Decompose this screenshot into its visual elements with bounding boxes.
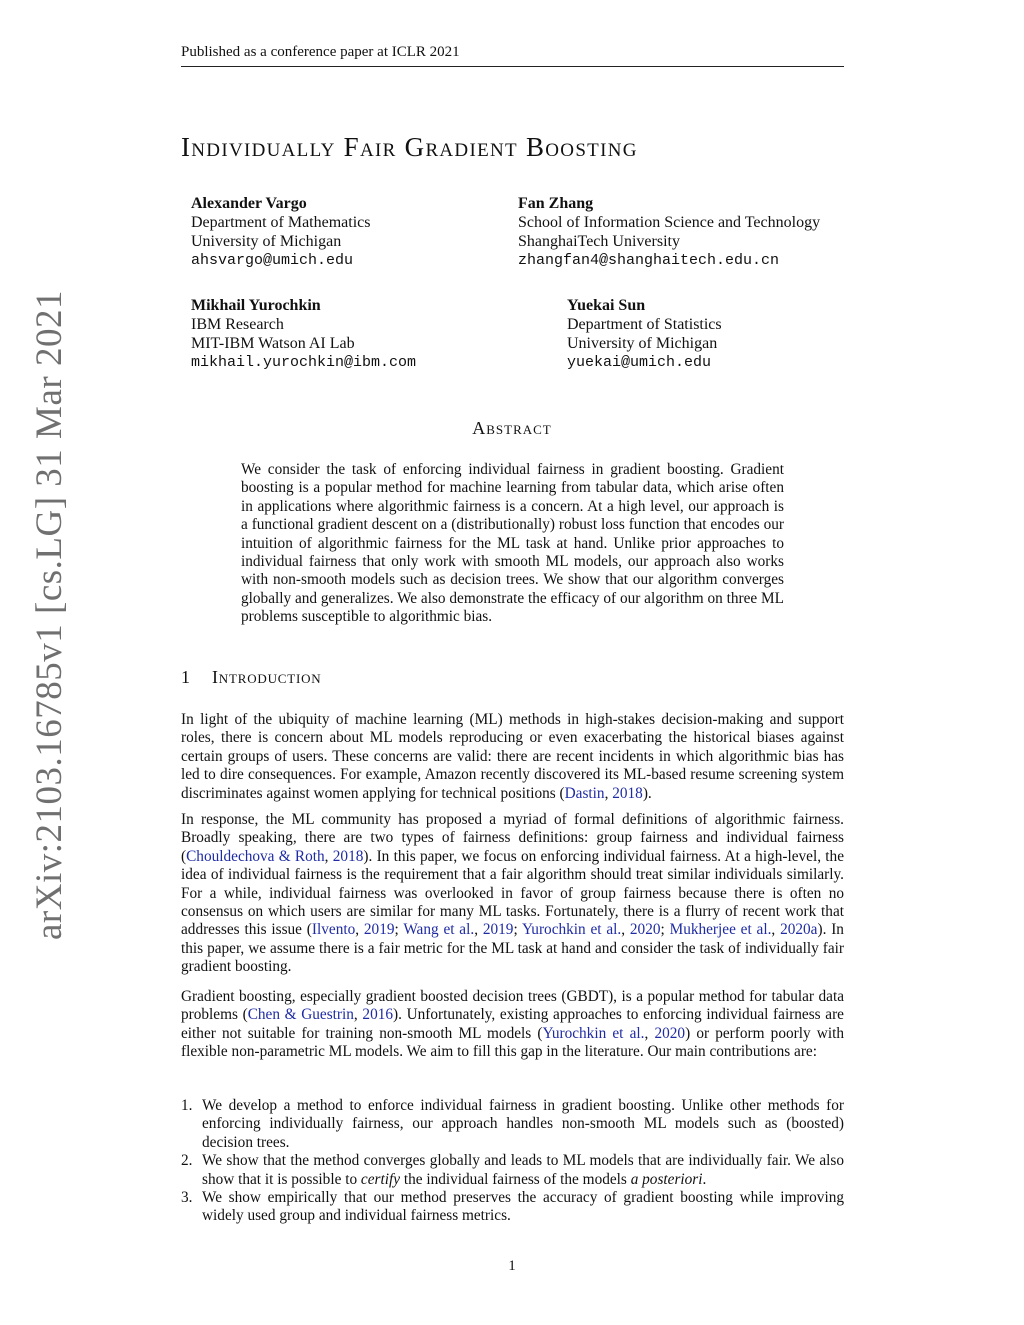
author-affiliation: University of Michigan <box>567 335 718 352</box>
citation-separator: ; <box>513 921 522 939</box>
citation-separator: , <box>324 847 333 865</box>
intro-paragraph-3 <box>181 988 844 1062</box>
list-item-text: We show empirically that our method preserves the accuracy of gradient boosting while improving widely used group and individual fairness metrics. <box>202 1189 844 1225</box>
citation-link[interactable]: 2020a <box>780 921 818 939</box>
citation-link[interactable]: 2018 <box>332 847 364 865</box>
paragraph-text: ). <box>642 784 652 802</box>
abstract-heading: Abstract <box>472 418 552 438</box>
author-block <box>191 296 416 372</box>
author-email: mikhail.yurochkin@ibm.com <box>191 354 417 371</box>
author-email: zhangfan4@shanghaitech.edu.cn <box>518 252 780 269</box>
paragraph-text: In light of the ubiquity of machine learning (ML) methods in high-stakes decision-making and support roles, there is concern about ML models reproducing or even exacerbating the historical biases against certain groups of users. These concerns are valid: there are recent incidents in which algorithmic bias has led to dire consequences. For example, Amazon recently discovered its ML-based resume screening system discriminates against women applying for technical positions ( <box>181 711 844 802</box>
list-item <box>181 1152 844 1189</box>
running-header: Published as a conference paper at ICLR 2021 <box>181 44 844 67</box>
citation-separator: ; <box>394 921 404 939</box>
citation-separator: , <box>771 921 781 939</box>
author-email: ahsvargo@umich.edu <box>191 252 354 269</box>
list-marker: 3. <box>181 1189 193 1207</box>
citation-link[interactable]: Yurochkin et al. <box>521 921 622 939</box>
author-block <box>518 194 820 270</box>
author-name: Fan Zhang <box>518 195 594 212</box>
author-name: Mikhail Yurochkin <box>191 297 321 314</box>
citation-separator: , <box>355 921 364 939</box>
citation-link[interactable]: Yurochkin et al. <box>542 1024 645 1042</box>
citation-link[interactable]: 2018 <box>612 784 643 802</box>
paragraph-text: ) or perform poorly with flexible non-parametric ML models. We aim to fill this gap in the literature. Our main contributions are: <box>181 1024 844 1061</box>
author-name: Yuekai Sun <box>567 297 646 314</box>
list-marker: 2. <box>181 1152 193 1170</box>
list-item <box>181 1097 844 1152</box>
paragraph-text: ). In this paper, we focus on enforcing individual fairness. At a high-level, the idea of individual fairness is the requirement that a fair algorithm should treat similar individuals similarly. For a while, individual fairness was overlooked in favor of group fairness because there is often no consensus on which users are similar for many ML tasks. Fortunately, there is a flurry of recent work that addresses this issue ( <box>181 847 844 939</box>
author-name: Alexander Vargo <box>191 195 307 212</box>
author-email: yuekai@umich.edu <box>567 354 712 371</box>
citation-link[interactable]: Wang et al. <box>403 921 475 939</box>
intro-paragraph-2 <box>181 811 844 977</box>
author-affiliation: MIT-IBM Watson AI Lab <box>191 335 355 352</box>
citation-link[interactable]: Chen & Guestrin <box>247 1006 354 1024</box>
arxiv-identifier: arXiv:2103.16785v1 [cs.LG] 31 Mar 2021 <box>29 290 70 940</box>
author-affiliation: School of Information Science and Technology <box>518 214 821 231</box>
citation-link[interactable]: Mukherjee et al. <box>669 921 772 939</box>
citation-link[interactable]: 2016 <box>362 1006 394 1024</box>
citation-link[interactable]: 2019 <box>482 921 514 939</box>
citation-link[interactable]: 2019 <box>363 921 395 939</box>
contributions-list <box>181 1097 844 1226</box>
page-number: 1 <box>508 1258 516 1274</box>
citation-link[interactable]: Chouldechova & Roth <box>186 847 325 865</box>
citation-link[interactable]: 2020 <box>629 921 661 939</box>
paragraph-text: ). In this paper, we assume there is a fair metric for the ML task at hand and consider the task of individually fair gradient boosting. <box>181 921 844 976</box>
citation-link[interactable]: 2020 <box>654 1024 686 1042</box>
citation-separator: , <box>474 921 483 939</box>
emphasis-text: certify <box>360 1170 400 1188</box>
list-item-text: We develop a method to enforce individual fairness in gradient boosting. Unlike other methods for enforcing individually fairness, our approach handles non-smooth ML models such as (boosted) decision trees. <box>202 1097 844 1151</box>
paragraph-text: In response, the ML community has proposed a myriad of formal definitions of algorithmic fairness. Broadly speaking, there are two types of fairness definitions: group fairness and individual fairness ( <box>181 811 844 865</box>
author-affiliation: Department of Statistics <box>567 316 722 333</box>
citation-link[interactable]: Dastin <box>564 784 605 802</box>
list-item-text: We show that the method converges globally and leads to ML models that are individually fair. We also show that it is possible to <box>202 1152 844 1188</box>
paper-title: Individually Fair Gradient Boosting <box>181 132 638 162</box>
citation-link[interactable]: Ilvento <box>311 921 356 939</box>
section-heading <box>181 667 321 688</box>
list-item-text: . <box>702 1170 707 1188</box>
list-item-text: the individual fairness of the models <box>400 1170 631 1188</box>
author-affiliation: Department of Mathematics <box>191 214 371 231</box>
list-item <box>181 1189 844 1226</box>
intro-paragraph-1 <box>181 711 844 803</box>
citation-separator: , <box>621 921 630 939</box>
paragraph-text: ). Unfortunately, existing approaches to enforcing individual fairness are either not suitable for training non-smooth ML models ( <box>181 1006 844 1042</box>
citation-separator: , <box>644 1024 655 1042</box>
section-title: Introduction <box>212 667 322 687</box>
section-number: 1 <box>181 667 191 687</box>
list-marker: 1. <box>181 1097 193 1114</box>
paragraph-text: Gradient boosting, especially gradient boosted decision trees (GBDT), is a popular method for tabular data problems ( <box>181 988 844 1024</box>
citation-separator: ; <box>660 921 670 939</box>
citation-separator: , <box>604 784 613 802</box>
abstract-text: We consider the task of enforcing individual fairness in gradient boosting. Gradient boosting is a popular method for machine learning from tabular data, which arise often in applications where algorithmic fairness is a concern. At a high level, our approach is a functional gradient descent on a (distributionally) robust loss function that encodes our intuition of algorithmic fairness for the ML task at hand. Unlike prior approaches to individual fairness that only work with smooth ML models, our approach also works with non-smooth models such as decision trees. We show that our algorithm converges globally and generalizes. We also demonstrate the efficacy of our algorithm on three ML problems susceptible to algorithmic bias. <box>241 461 784 626</box>
citation-separator: , <box>353 1006 363 1024</box>
emphasis-text: a posteriori <box>630 1170 703 1188</box>
author-affiliation: ShanghaiTech University <box>518 233 680 250</box>
author-block <box>191 194 371 270</box>
author-block <box>567 296 722 372</box>
author-affiliation: IBM Research <box>191 316 284 333</box>
author-affiliation: University of Michigan <box>191 233 342 250</box>
